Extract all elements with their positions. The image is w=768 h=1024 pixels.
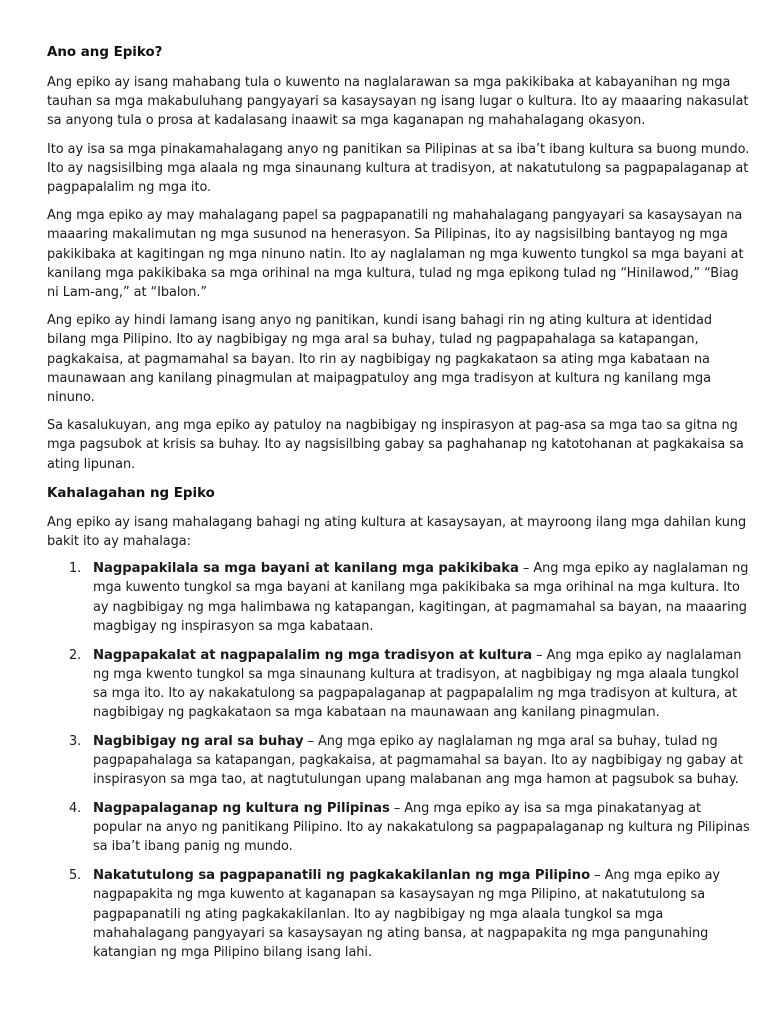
list-item-term: Nagpapalaganap ng kultura ng Pilipinas bbox=[93, 801, 390, 816]
list-item-text: – Ang mga epiko ay nagpapakita ng mga kuwento at kaganapan sa kasaysayan ng mga Pilipino, at nakatutulong sa pagpapanatili ng ating pagkakakilanlan. Ito ay nagbibigay ng mga alaala tungkol sa mga mahahalagang pangyayari sa kasaysayan ng ating bansa, at nagpapakita ng mga pangunahing katangian ng mga Pilipino bilang isang lahi. bbox=[93, 868, 721, 960]
list-item bbox=[47, 559, 753, 636]
list-item-term: Nakatutulong sa pagpapanatili ng pagkakakilanlan ng mga Pilipino bbox=[93, 868, 591, 884]
list-item-text: – Ang mga epiko ay naglalaman ng mga aral sa buhay, tulad ng pagpapahalaga sa katapangan, pagkakaisa, at pagmamahal sa bayan. Ito ay nagbibigay ng gabay at inspirasyon sa mga tao, at nagtutulungan upang malabanan ang mga hamon at pagsubok sa buhay. bbox=[93, 733, 743, 788]
list-item-text: – Ang mga epiko ay isa sa mga pinakatanyag at popular na anyo ng panitikang Pilipino. Ito ay nakakatulong sa pagpapalaganap ng kultura ng Pilipinas sa iba’t ibang panig ng mundo. bbox=[93, 801, 750, 855]
list-item-number: 3. bbox=[69, 733, 82, 749]
paragraph-3: Ang mga epiko ay may mahalagang papel sa pagpapanatili ng mahahalagang pangyayari sa kasaysayan na maaaring makalimutan ng mga susunod na henerasyon. Sa Pilipinas, ito ay nagsisilbing bantayog ng mga pakikibaka at kagitingan ng mga ninuno natin. Ito ay naglalaman ng mga kuwento tungkol sa mga bayani at kanilang mga pakikibaka sa mga orihinal na mga kultura, tulad ng mga epikong tulad ng “Hinilawod,” “Biag ni Lam-ang,” at “Ibalon.” bbox=[47, 208, 744, 301]
list-item bbox=[47, 799, 753, 857]
heading-ano-ang-epiko: Ano ang Epiko? bbox=[47, 45, 163, 60]
list-item bbox=[47, 732, 753, 790]
list-item-term: Nagbibigay ng aral sa buhay bbox=[93, 733, 304, 749]
list-item-text: – Ang mga epiko ay naglalaman ng mga kwento tungkol sa mga sinaunang kultura at tradisyon, at nagbibigay ng mga alaala tungkol sa mga ito. Ito ay nakakatulong sa pagpapalaganap at pagpapalalim ng mga tradisyon at kultura, at nagbibigay ng pagkakataon sa mga kabataan na maunawaan ang kanilang pinagmulan. bbox=[93, 647, 742, 721]
list-item bbox=[47, 646, 753, 723]
document-page bbox=[47, 38, 753, 972]
list-item-term: Nagpapakalat at nagpapalalim ng mga tradisyon at kultura bbox=[93, 647, 533, 663]
list-item-number: 5. bbox=[69, 868, 82, 884]
list-item-number: 1. bbox=[69, 561, 82, 577]
paragraph-2: Ito ay isa sa mga pinakamahalagang anyo ng panitikan sa Pilipinas at sa iba’t ibang kultura sa buong mundo. Ito ay nagsisilbing mga alaala ng mga sinaunang kultura at tradisyon, at nakatutulong sa pagpapalaganap at pagpapalalim ng mga ito. bbox=[47, 141, 750, 196]
reasons-list bbox=[47, 559, 753, 962]
paragraph-5: Sa kasalukuyan, ang mga epiko ay patuloy na nagbibigay ng inspirasyon at pag-asa sa mga tao sa gitna ng mga pagsubok at krisis sa buhay. Ito ay nagsisilbing gabay sa paghahanap ng katotohanan at pagkakaisa sa ating lipunan. bbox=[47, 418, 744, 472]
paragraph-4: Ang epiko ay hindi lamang isang anyo ng panitikan, kundi isang bahagi rin ng ating kultura at identidad bilang mga Pilipino. Ito ay nagbibigay ng mga aral sa buhay, tulad ng pagpapahalaga sa katapangan, pagkakaisa, at pagmamahal sa bayan. Ito rin ay nagbibigay ng pagkakataon sa ating mga kabataan na maunawaan ang kanilang pinagmulan at maipagpatuloy ang mga tradisyon at kultura ng kanilang mga ninuno. bbox=[47, 313, 713, 406]
paragraph-1: Ang epiko ay isang mahabang tula o kuwento na naglalarawan sa mga pakikibaka at kabayanihan ng mga tauhan sa mga makabuluhang pangyayari sa kasaysayan ng isang lugar o kultura. Ito ay maaaring nakasulat sa anyong tula o prosa at kadalasang inaawit sa mga kaganapan ng mahahalagang okasyon. bbox=[47, 75, 749, 129]
list-item-text: – Ang mga epiko ay naglalaman ng mga kuwento tungkol sa mga bayani at kanilang mga pakikibaka sa mga orihinal na mga kultura. Ito ay nagbibigay ng mga halimbawa ng katapangan, kagitingan, at pagmamahal sa bayan, na maaaring magbigay ng inspirasyon sa mga kabataan. bbox=[93, 561, 749, 634]
list-item-term: Nagpapakilala sa mga bayani at kanilang mga pakikibaka bbox=[93, 561, 519, 577]
list-item-number: 2. bbox=[69, 647, 82, 663]
list-item-number: 4. bbox=[69, 801, 82, 816]
list-item bbox=[47, 866, 753, 962]
intro-paragraph: Ang epiko ay isang mahalagang bahagi ng ating kultura at kasaysayan, at mayroong ilang mga dahilan kung bakit ito ay mahalaga: bbox=[47, 514, 747, 550]
heading-kahalagahan: Kahalagahan ng Epiko bbox=[47, 485, 215, 501]
